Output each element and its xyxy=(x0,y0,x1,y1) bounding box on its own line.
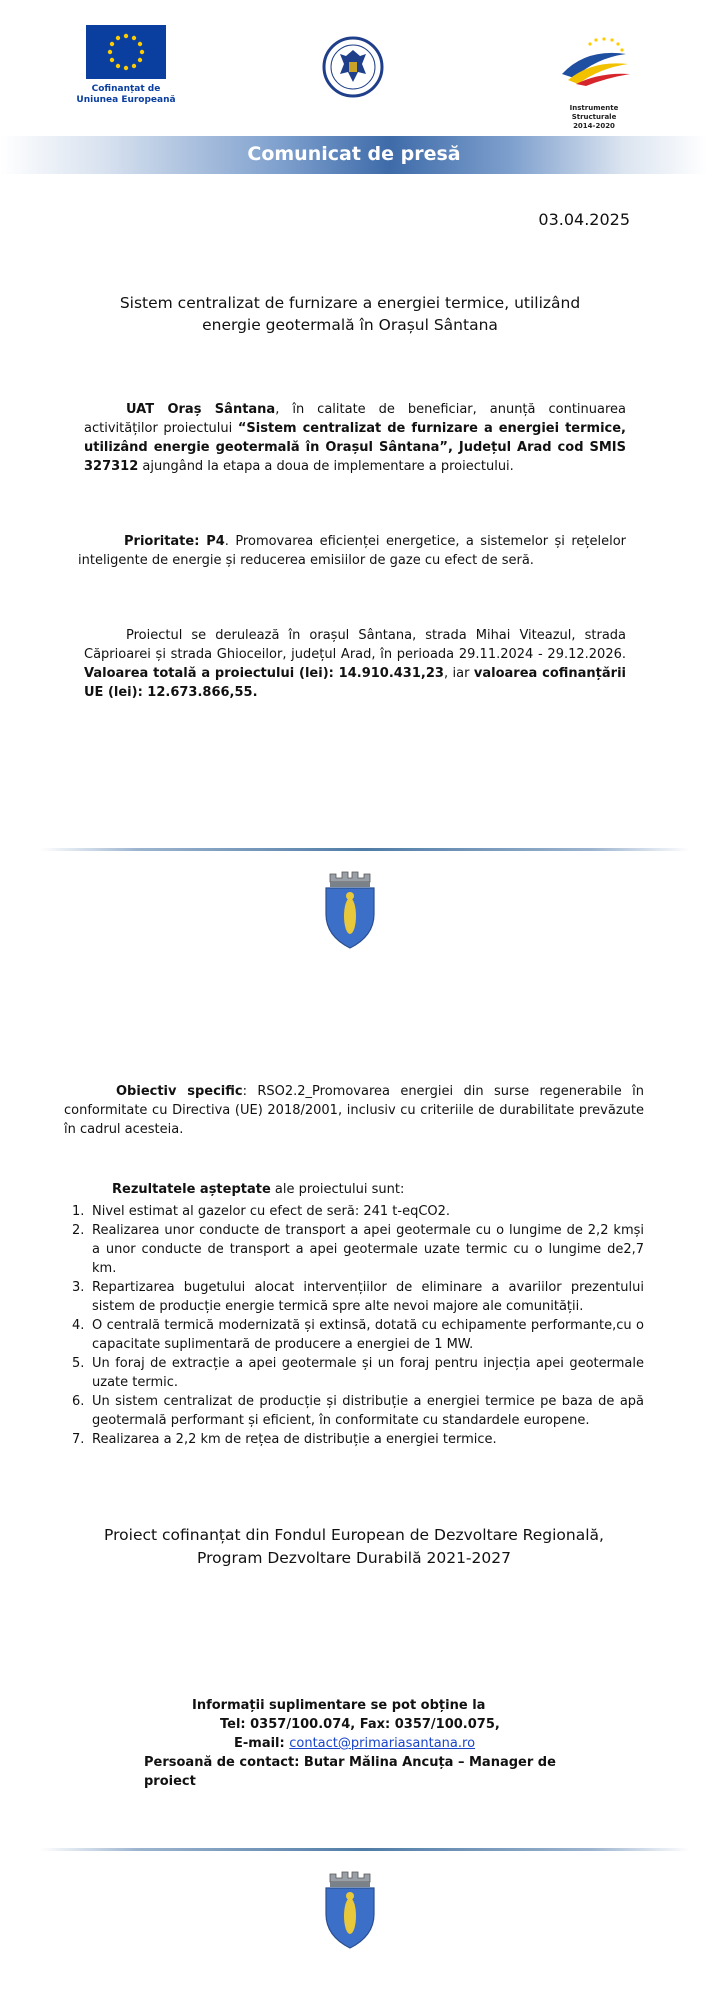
email-link[interactable]: contact@primariasantana.ro xyxy=(289,1736,476,1751)
funding-note xyxy=(70,1524,638,1570)
list-item xyxy=(64,1278,644,1316)
list-item-text: Repartizarea bugetului alocat intervențiilor de eliminare a avariilor prezentului sistem de producție energie termică spre alte nevoi majore ale comunității. xyxy=(92,1280,644,1314)
santana-crest-logo xyxy=(320,870,380,950)
funding-note-line1: Proiect cofinanțat din Fondul European de Dezvoltare Regională, xyxy=(104,1526,604,1544)
list-item-number: 5. xyxy=(72,1356,85,1371)
list-item-text: Nivel estimat al gazelor cu efect de seră: 241 t-eqCO2. xyxy=(92,1204,451,1219)
results-heading-bold: Rezultatele așteptate xyxy=(112,1182,271,1197)
project-title-line1: Sistem centralizat de furnizare a energiei termice, utilizând xyxy=(119,294,581,312)
results-heading xyxy=(112,1182,404,1197)
structural-instruments-logo xyxy=(556,34,632,86)
intro-text-1: , în calitate de beneficiar, anunță continuarea activităților proiectului xyxy=(84,402,626,436)
project-title xyxy=(70,292,630,336)
list-item xyxy=(64,1392,644,1430)
total-value: Valoarea totală a proiectului (lei): 14.910.431,23 xyxy=(84,666,444,681)
structural-instruments-caption xyxy=(548,104,640,131)
list-item-number: 2. xyxy=(72,1223,85,1238)
list-item xyxy=(64,1354,644,1392)
priority-label: Prioritate: P4 xyxy=(124,534,225,549)
eu-caption-line1: Cofinanțat de xyxy=(91,84,161,94)
is-caption-line2: 2014-2020 xyxy=(573,122,615,130)
is-caption-line1: Instrumente Structurale xyxy=(569,104,619,121)
email-label: E-mail: xyxy=(234,1736,290,1751)
specific-objective-paragraph xyxy=(64,1082,644,1139)
contact-intro: Informații suplimentare se pot obține la xyxy=(192,1698,486,1713)
list-item-text: Realizarea unor conducte de transport a apei geotermale cu o lungime de 2,2 kmși a unor conducte de transport a apei geotermale uzate termic cu o lungime de2,7 km. xyxy=(92,1223,644,1276)
eu-flag-logo xyxy=(86,25,166,79)
project-details-paragraph xyxy=(84,626,626,702)
list-item-text: O centrală termică modernizată și extinsă, dotată cu echipamente performante,cu o capacitate suplimentară de producere a energiei de 1 MW. xyxy=(92,1318,644,1352)
contact-email-line xyxy=(234,1734,600,1753)
eu-cofinancing-value: valoarea cofinanțării UE (lei): 12.673.866,55. xyxy=(84,666,626,700)
project-location-text: Proiectul se derulează în orașul Sântana, strada Mihai Viteazul, strada Căprioarei și strada Ghioceilor, județul Arad, în perioada 29.11.2024 - 29.12.2026. xyxy=(84,628,626,662)
list-item-number: 6. xyxy=(72,1394,85,1409)
list-item xyxy=(64,1202,644,1221)
list-item-number: 4. xyxy=(72,1318,85,1333)
list-item xyxy=(64,1221,644,1278)
funding-note-line2: Program Dezvoltare Durabilă 2021-2027 xyxy=(197,1549,511,1567)
project-title-line2: energie geotermală în Orașul Sântana xyxy=(202,316,498,334)
government-seal-logo xyxy=(322,36,384,98)
priority-text: . Promovarea eficienței energetice, a sistemelor și rețelelor inteligente de energie și reducerea emisiilor de gaze cu efect de seră. xyxy=(78,534,626,568)
banner-title: Comunicat de presă xyxy=(247,143,461,165)
list-item-text: Un sistem centralizat de producție și distribuție a energiei termice pe baza de apă geotermală performant și eficient, în conformitate cu standardele europene. xyxy=(92,1394,644,1428)
objective-label: Obiectiv specific xyxy=(116,1084,243,1099)
list-item-number: 3. xyxy=(72,1280,85,1295)
eu-caption xyxy=(64,84,188,106)
list-item-number: 7. xyxy=(72,1432,85,1447)
release-date: 03.04.2025 xyxy=(538,210,630,229)
contact-block xyxy=(100,1696,600,1791)
contact-phone-fax: Tel: 0357/100.074, Fax: 0357/100.075, xyxy=(220,1717,500,1732)
expected-results-list xyxy=(64,1202,644,1449)
list-item-text: Un foraj de extracție a apei geotermale și un foraj pentru injecția apei geotermale uzate termic. xyxy=(92,1356,644,1390)
list-item xyxy=(64,1430,644,1449)
priority-paragraph xyxy=(78,532,626,570)
intro-paragraph xyxy=(84,400,626,476)
project-value-separator: , iar xyxy=(443,666,474,681)
contact-person: Persoană de contact: Butar Mălina Ancuța – Manager de proiect xyxy=(144,1755,556,1789)
footer-divider xyxy=(40,1848,690,1851)
section-divider xyxy=(40,848,690,851)
objective-text: : RSO2.2_Promovarea energiei din surse regenerabile în conformitate cu Directiva (UE) 2018/2001, inclusiv cu criteriile de durabilitate prevăzute în cadrul acesteia. xyxy=(64,1084,645,1137)
project-full-name: “Sistem centralizat de furnizare a energiei termice, utilizând energie geotermală în Orașul Sântana”, Județul Arad cod SMIS 327312 xyxy=(84,421,626,474)
intro-text-2: ajungând la etapa a doua de implementare a proiectului. xyxy=(138,459,514,474)
list-item-text: Realizarea a 2,2 km de rețea de distribuție a energiei termice. xyxy=(92,1432,497,1447)
list-item-number: 1. xyxy=(72,1204,85,1219)
eu-caption-line2: Uniunea Europeană xyxy=(76,95,176,105)
beneficiary-name: UAT Oraș Sântana xyxy=(126,402,276,417)
list-item xyxy=(64,1316,644,1354)
results-heading-rest: ale proiectului sunt: xyxy=(270,1182,405,1197)
santana-crest-logo-footer xyxy=(320,1870,380,1950)
